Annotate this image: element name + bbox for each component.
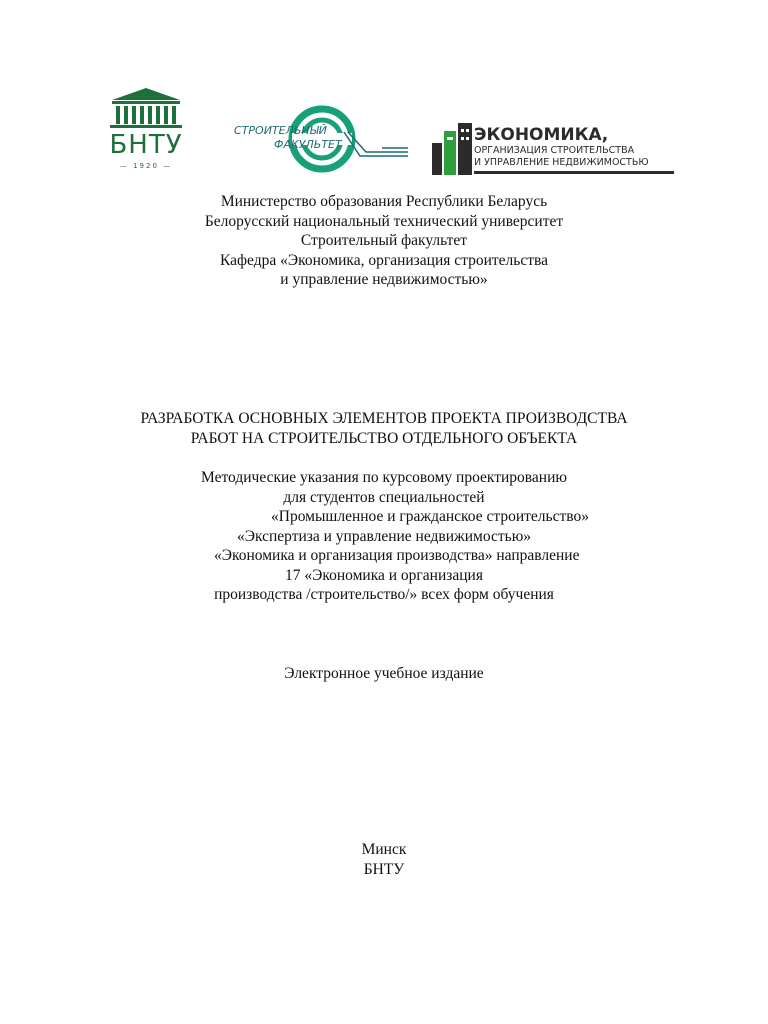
guidelines-block	[0, 468, 768, 605]
faculty-logo	[232, 104, 412, 174]
ministry-line: Министерство образования Республики Беларусь	[220, 193, 548, 210]
bntu-building-icon	[94, 86, 198, 136]
bntu-logo-name: БНТУ	[109, 130, 183, 160]
document-title	[0, 409, 768, 448]
guidelines-line-5: «Экономика и организация производства» направление	[214, 547, 580, 564]
imprint-publisher: БНТУ	[363, 860, 405, 878]
department-logo-title: ЭКОНОМИКА,	[474, 125, 609, 145]
guidelines-line-3: «Промышленное и гражданское строительство»	[271, 508, 589, 525]
title-line-1: РАЗРАБОТКА ОСНОВНЫХ ЭЛЕМЕНТОВ ПРОЕКТА ПРОИЗВОДСТВА	[140, 410, 628, 427]
imprint-city: Минск	[361, 841, 407, 858]
bntu-logo	[94, 86, 198, 176]
department-buildings-icon	[432, 121, 474, 175]
department-logo	[432, 121, 676, 175]
department-line-2: и управление недвижимостью»	[280, 271, 488, 288]
faculty-logo-line2: ФАКУЛЬТЕТ	[274, 138, 342, 151]
bntu-logo-year: — 1920 —	[119, 162, 173, 170]
department-logo-underline	[474, 171, 674, 174]
guidelines-line-7: производства /строительство/» всех форм обучения	[214, 586, 554, 603]
guidelines-line-4: «Экспертиза и управление недвижимостью»	[236, 527, 532, 545]
edition-note: Электронное учебное издание	[284, 665, 484, 682]
university-line: Белорусский национальный технический университет	[204, 212, 564, 230]
institution-block	[0, 192, 768, 290]
department-logo-line2: И УПРАВЛЕНИЕ НЕДВИЖИМОСТЬЮ	[474, 157, 649, 168]
guidelines-line-1: Методические указания по курсовому проектированию	[201, 469, 567, 486]
department-logo-line1: ОРГАНИЗАЦИЯ СТРОИТЕЛЬСТВА	[474, 145, 635, 156]
title-line-2: РАБОТ НА СТРОИТЕЛЬСТВО ОТДЕЛЬНОГО ОБЪЕКТА	[190, 429, 578, 447]
guidelines-line-2: для студентов специальностей	[283, 488, 485, 506]
faculty-logo-line1: СТРОИТЕЛЬНЫЙ	[234, 124, 327, 137]
department-line-1: Кафедра «Экономика, организация строительства	[219, 251, 549, 269]
faculty-line: Строительный факультет	[300, 232, 468, 249]
guidelines-line-6: 17 «Экономика и организация	[285, 566, 483, 584]
imprint-block	[0, 840, 768, 879]
